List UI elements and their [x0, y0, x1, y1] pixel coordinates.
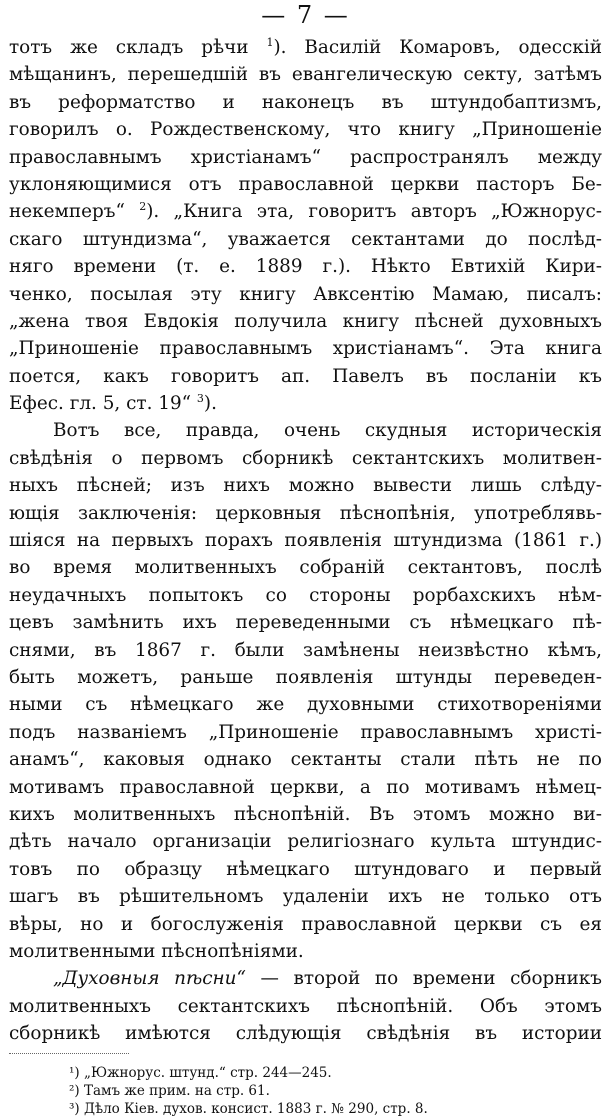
text-run: няго времени (т. е. 1889 г.). Нѣкто Евтихій Кири-	[9, 256, 602, 278]
text-line	[9, 363, 602, 390]
footnote-ref: 2	[139, 200, 147, 214]
text-line	[9, 609, 602, 636]
text-run: анамъ“, каковыя однако сектанты стали пѣть не по	[9, 749, 602, 771]
text-line	[9, 801, 602, 828]
text-run: шагъ въ рѣшительномъ удаленіи ихъ не только отъ	[9, 886, 602, 908]
text-run: молитвенными пѣснопѣніями.	[9, 940, 304, 962]
text-line	[9, 171, 602, 198]
footnote-ref: 3	[196, 392, 204, 406]
text-run: ). Василій Комаровъ, одесскій	[273, 37, 602, 58]
text-line	[9, 938, 602, 965]
text-line	[9, 856, 602, 883]
text-run: свѣдѣнія о первомъ сборникѣ сектантскихъ молитвен-	[9, 447, 602, 469]
text-line	[9, 390, 602, 417]
text-line	[9, 691, 602, 718]
text-line	[9, 417, 602, 444]
text-run: ченко, посылая эту книгу Авксентію Мамаю, писалъ:	[9, 283, 602, 305]
text-run: въ реформатство и наконецъ въ штундобаптизмъ,	[9, 91, 602, 113]
text-run: „Духовныя пѣсни“	[53, 968, 246, 990]
text-line	[9, 34, 602, 61]
text-run: тотъ же складъ рѣчи	[9, 37, 267, 58]
text-line	[9, 198, 602, 225]
text-run: кихъ молитвенныхъ пѣснопѣній. Въ этомъ можно ви-	[9, 803, 602, 825]
text-run: ). „Книга эта, говоритъ авторъ „Южнорус-	[146, 201, 602, 223]
footnote-separator	[9, 1053, 129, 1060]
text-line	[9, 89, 602, 116]
text-run: „Приношеніе православнымъ христіанамъ“. Эта книга	[9, 338, 602, 360]
text-line	[9, 335, 602, 362]
text-line	[9, 445, 602, 472]
footnote: ³) Дѣло Кіев. духов. консист. 1883 г. № 290, стр. 8.	[69, 1101, 428, 1118]
text-run: сборникѣ имѣются слѣдующія свѣдѣнія въ истории	[9, 1023, 602, 1045]
text-run: мотивамъ православной церкви, а по мотивамъ нѣмец-	[9, 776, 602, 798]
text-run: снями, въ 1867 г. были замѣнены неизвѣстно кѣмъ,	[9, 639, 602, 661]
text-line	[9, 116, 602, 143]
footnote-ref: 1	[266, 36, 274, 49]
footnotes	[9, 1064, 602, 1118]
text-run: говорилъ о. Рождественскому, что книгу „Приношеніе	[9, 119, 602, 141]
text-line	[9, 637, 602, 664]
text-line	[9, 226, 602, 253]
text-run: дѣть начало организаціи религіознаго культа штундис-	[9, 831, 602, 853]
text-line	[9, 911, 602, 938]
text-line	[9, 281, 602, 308]
text-run: Вотъ все, правда, очень скудныя историческія	[53, 420, 602, 442]
text-line	[9, 965, 602, 992]
text-line	[9, 993, 602, 1020]
text-run: ными съ нѣмецкаго же духовными стихотвореніями	[9, 694, 602, 716]
text-run: уклоняющимися отъ православной церкви пасторъ Бе-	[9, 173, 602, 195]
text-line	[9, 500, 602, 527]
text-run: товъ по образцу нѣмецкаго штундоваго и первый	[9, 858, 602, 880]
text-run: Ефес. гл. 5, ст. 19“	[9, 393, 197, 415]
footnote: ¹) „Южнорус. штунд.“ стр. 244—245.	[69, 1065, 332, 1082]
text-run: цевъ замѣнить ихъ переведенными съ нѣмецкаго пѣ-	[9, 612, 602, 634]
text-line	[9, 472, 602, 499]
text-line	[9, 582, 602, 609]
text-line	[9, 746, 602, 773]
text-line	[9, 554, 602, 581]
text-run: скаго штундизма“, уважается сектантами до послѣд-	[9, 228, 602, 250]
text-line	[9, 774, 602, 801]
text-run: ).	[203, 393, 217, 415]
text-run: неудачныхъ попытокъ со стороны рорбахскихъ нѣм-	[9, 584, 602, 606]
text-run: поется, какъ говоритъ ап. Павелъ въ посланіи къ	[9, 365, 602, 387]
text-run: быть можетъ, раньше появленія штунды переведен-	[9, 666, 602, 688]
text-line	[9, 61, 602, 88]
text-line	[9, 664, 602, 691]
text-line	[9, 253, 602, 280]
text-line	[9, 1020, 602, 1047]
text-run: шіяся на первыхъ порахъ появленія штундизма (1861 г.)	[9, 530, 602, 552]
text-run: некемперъ“	[9, 201, 140, 223]
page-number: — 7 —	[261, 1, 350, 29]
text-line	[9, 883, 602, 910]
footnote: ²) Тамъ же прим. на стр. 61.	[69, 1083, 270, 1100]
text-line	[9, 719, 602, 746]
text-run: молитвенныхъ сектантскихъ пѣснопѣній. Объ этомъ	[9, 995, 602, 1017]
text-run: „жена твоя Евдокія получила книгу пѣсней духовныхъ	[9, 310, 602, 332]
body-text	[9, 34, 602, 1047]
text-line	[9, 828, 602, 855]
text-run: ющія заключенія: церковныя пѣснопѣнія, употреблявь-	[9, 502, 602, 524]
text-run: вѣры, но и богослуженія православной церкви съ ея	[9, 913, 602, 935]
text-run: — второй по времени сборникъ	[245, 968, 602, 990]
text-run: православнымъ христіанамъ“ распространялъ между	[9, 146, 602, 168]
text-run: во время молитвенныхъ собраній сектантовъ, послѣ	[9, 557, 602, 579]
text-line	[9, 144, 602, 171]
text-run: ныхъ пѣсней; изъ нихъ можно вывести лишь слѣду-	[9, 475, 602, 497]
text-run: мѣщанинъ, перешедшій въ евангелическую секту, затѣмъ	[9, 64, 602, 86]
text-line	[9, 527, 602, 554]
text-run: подъ названіемъ „Приношеніе православнымъ христі-	[9, 721, 602, 743]
text-line	[9, 308, 602, 335]
